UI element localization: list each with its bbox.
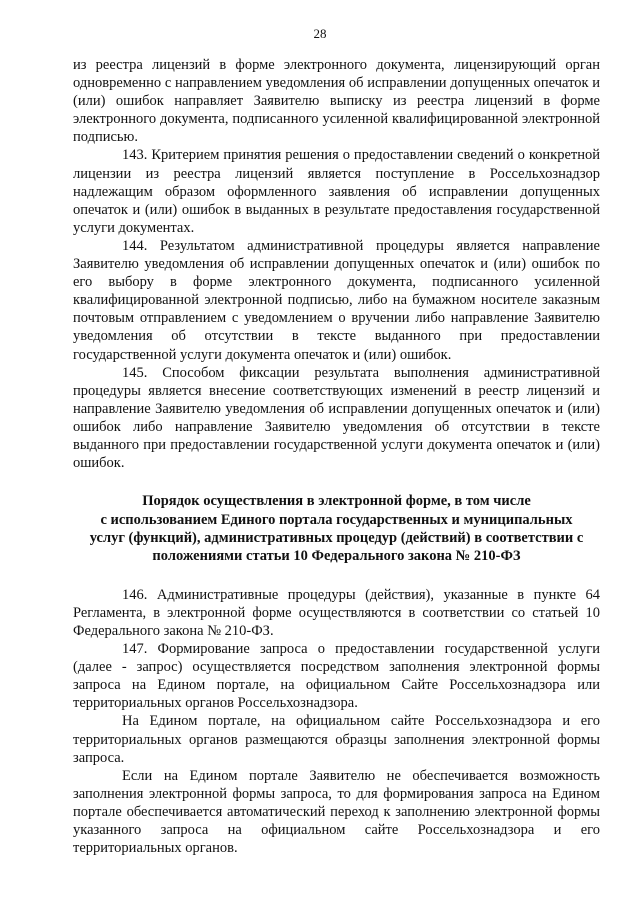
paragraph-145: 145. Способом фиксации результата выполнения административной процедуры является внесение соответствующих изменений в реестр лицензий и направление Заявителю уведомления об исправлении допущенных опечаток и (или) ошибок либо направление Заявителю уведомления об отсутствии в тексте выданного при предоставлении государственной услуги документа опечаток и (или) ошибок. <box>73 364 600 472</box>
section-heading-line: Порядок осуществления в электронной форме, в том числе <box>142 493 531 510</box>
page-number: 28 <box>313 26 327 41</box>
paragraph-143: 143. Критерием принятия решения о предоставлении сведений о конкретной лицензии из реестра лицензий является поступление в Россельхознадзор надлежащим образом оформленного заявления об исправлении допущенных опечаток и (или) ошибок в выданных в результате предоставления государственной услуги документах. <box>73 147 600 236</box>
paragraph-147: 147. Формирование запроса о предоставлении государственной услуги (далее - запрос) осуществляется посредством заполнения электронной формы запроса на Едином портале, на официальном Сайте Россельхознадзора или территориальных органов Россельхознадзора. <box>73 641 600 712</box>
section-heading <box>73 492 600 566</box>
section-heading-line: положениями статьи 10 Федерального закона № 210-ФЗ <box>152 548 521 565</box>
document-body <box>73 56 600 857</box>
paragraph-auto-redirect: Если на Едином портале Заявителю не обеспечивается возможность заполнения электронной формы запроса, то для формирования запроса на Едином портале обеспечивается автоматический переход к заполнению электронной формы указанного запроса на официальном сайте Россельхознадзора и его территориальных органов. <box>73 767 600 857</box>
paragraph-samples: На Едином портале, на официальном сайте Россельхознадзора и его территориальных органов размещаются образцы заполнения электронной формы запроса. <box>73 713 600 766</box>
section-heading-line: услуг (функций), административных процедур (действий) в соответствии с <box>89 529 584 546</box>
intro-paragraph: из реестра лицензий в форме электронного документа, лицензирующий орган одновременно с направлением уведомления об исправлении допущенных опечаток и (или) ошибок направляет Заявителю выписку из реестра лицензий в форме электронного документа, подписанного усиленной квалифицированной электронной подписью. <box>73 57 600 146</box>
section-heading-line: с использованием Единого портала государственных и муниципальных <box>100 511 573 528</box>
paragraph-146: 146. Административные процедуры (действия), указанные в пункте 64 Регламента, в электронной форме осуществляются в соответствии со статьей 10 Федерального закона № 210-ФЗ. <box>73 586 600 639</box>
paragraph-144: 144. Результатом административной процедуры является направление Заявителю уведомления об исправлении допущенных опечаток и (или) ошибок по его выбору в форме электронного документа, подписанного усиленной квалифицированной электронной подписью, либо на бумажном носителе заказным почтовым отправлением с уведомлением о вручении либо направление Заявителю уведомления об отсутствии в тексте выданного при предоставлении государственной услуги документа опечаток и (или) ошибок. <box>73 237 600 363</box>
